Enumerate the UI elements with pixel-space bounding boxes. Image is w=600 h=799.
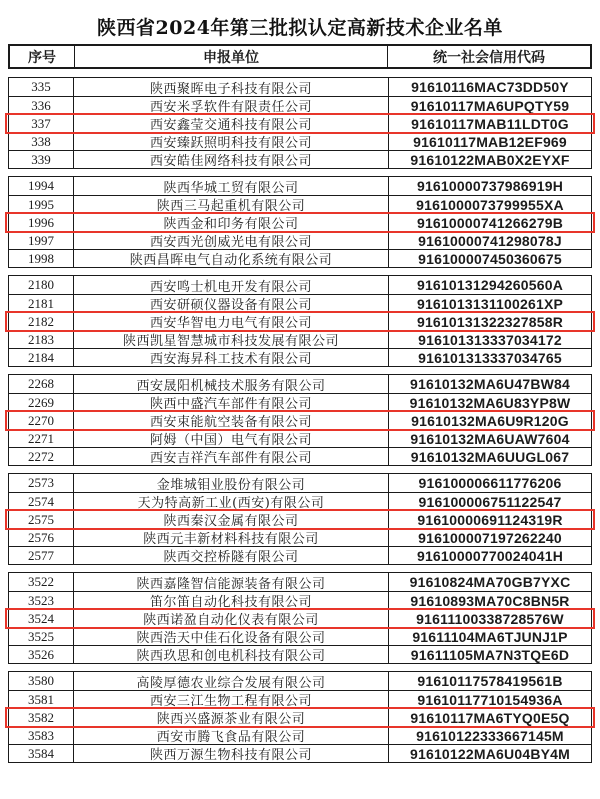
- table-group: [8, 275, 592, 367]
- table-row-highlighted: [9, 114, 591, 132]
- serial-number-cell: 3522: [28, 574, 54, 589]
- table-group: [8, 671, 592, 763]
- table-row: [9, 627, 591, 645]
- table-row: [9, 276, 591, 294]
- table-row: [9, 195, 591, 213]
- serial-number-cell: 1997: [28, 232, 54, 248]
- company-name-cell: 陕西兴盛源茶业有限公司: [73, 709, 389, 726]
- table-row: [9, 348, 591, 366]
- credit-code-cell: 91610116MAC73DD50Y: [411, 79, 569, 95]
- company-name-cell: 陕西交控桥隧有限公司: [73, 547, 389, 564]
- credit-code-cell: 916101313337034765: [418, 349, 562, 366]
- company-name-cell: 西安市腾飞食品有限公司: [73, 727, 389, 744]
- table-row: [9, 294, 591, 312]
- table-row-highlighted: [9, 609, 591, 627]
- table-group: [8, 374, 592, 466]
- company-name-cell: 西安束能航空装备有限公司: [73, 412, 389, 429]
- serial-number-cell: 2575: [28, 511, 54, 527]
- serial-number-cell: 2573: [28, 475, 54, 490]
- table-group: [8, 473, 592, 565]
- table-row: [9, 249, 591, 267]
- company-name-cell: 西安鑫莹交通科技有限公司: [73, 115, 389, 132]
- serial-number-cell: 2181: [28, 295, 54, 311]
- serial-number-cell: 339: [31, 151, 51, 167]
- serial-number-cell: 2574: [28, 493, 54, 509]
- company-name-cell: 西安臻跃照明科技有限公司: [73, 133, 389, 150]
- serial-number-cell: 3523: [28, 592, 54, 608]
- table-row: [9, 330, 591, 348]
- table-row: [9, 690, 591, 708]
- credit-code-cell: 91610131322327858R: [416, 313, 564, 330]
- company-name-cell: 陕西万源生物科技有限公司: [73, 745, 389, 762]
- credit-code-cell: 9161013131100261XP: [416, 295, 564, 312]
- company-name-cell: 陕西华城工贸有限公司: [73, 177, 389, 195]
- credit-code-cell: 916100006611776206: [418, 475, 562, 491]
- credit-code-cell: 91610000737986919H: [416, 178, 564, 194]
- table-row: [9, 492, 591, 510]
- table-group: [8, 176, 592, 268]
- serial-number-cell: 3582: [28, 709, 54, 725]
- credit-code-cell: 91610122MA6U04BY4M: [409, 745, 571, 762]
- table-row: [9, 78, 591, 96]
- table-row: [9, 474, 591, 492]
- credit-code-cell: 91610117MA6UPQTY59: [410, 97, 570, 114]
- column-header-credit-code: 统一社会信用代码: [433, 49, 545, 66]
- table-row: [9, 672, 591, 690]
- serial-number-cell: 336: [31, 97, 51, 113]
- company-name-cell: 西安西光创威光电有限公司: [73, 232, 389, 249]
- credit-code-cell: 91610117MAB11LDT0G: [411, 115, 569, 132]
- credit-code-cell: 91610132MA6U9R120G: [411, 412, 569, 429]
- company-name-cell: 高陵厚德农业综合发展有限公司: [73, 672, 389, 690]
- credit-code-cell: 91610000741266279B: [416, 214, 564, 231]
- serial-number-cell: 3525: [28, 628, 54, 644]
- company-name-cell: 陕西中盛汽车部件有限公司: [73, 394, 389, 411]
- company-name-cell: 陕西秦汉金属有限公司: [73, 511, 389, 528]
- table-row-highlighted: [9, 411, 591, 429]
- credit-code-cell: 916101313337034172: [418, 331, 562, 348]
- serial-number-cell: 2270: [28, 412, 54, 428]
- table-row-highlighted: [9, 213, 591, 231]
- company-name-cell: 西安海昇科工技术有限公司: [73, 349, 389, 366]
- credit-code-cell: 916100007450360675: [418, 250, 562, 267]
- serial-number-cell: 1994: [28, 178, 54, 193]
- serial-number-cell: 1996: [28, 214, 54, 230]
- serial-number-cell: 2268: [28, 376, 54, 391]
- table-group: [8, 572, 592, 664]
- company-name-cell: 陕西浩天中佳石化设备有限公司: [73, 628, 389, 645]
- table-header-row: [8, 44, 592, 69]
- company-name-cell: 陕西诺盈自动化仪表有限公司: [73, 610, 389, 627]
- company-name-cell: 西安吉祥汽车部件有限公司: [73, 448, 389, 465]
- company-name-cell: 陕西凯星智慧城市科技发展有限公司: [73, 331, 389, 348]
- credit-code-cell: 91611105MA7N3TQE6D: [410, 646, 570, 663]
- company-name-cell: 西安华智电力电气有限公司: [73, 313, 389, 330]
- serial-number-cell: 3583: [28, 727, 54, 743]
- serial-number-cell: 2272: [28, 448, 54, 464]
- table-body: [0, 77, 600, 763]
- table-row-highlighted: [9, 510, 591, 528]
- table-row: [9, 645, 591, 663]
- company-name-cell: 陕西昌晖电气自动化系统有限公司: [73, 250, 389, 267]
- serial-number-cell: 3524: [28, 610, 54, 626]
- company-name-cell: 西安晟阳机械技术服务有限公司: [73, 375, 389, 393]
- credit-code-cell: 91611100338728576W: [416, 610, 564, 627]
- serial-number-cell: 2183: [28, 331, 54, 347]
- company-name-cell: 金堆城钼业股份有限公司: [73, 474, 389, 492]
- credit-code-cell: 91610000741298078J: [418, 232, 562, 249]
- company-name-cell: 西安皓佳网络科技有限公司: [73, 151, 389, 168]
- company-name-cell: 阿姆（中国）电气有限公司: [73, 430, 389, 447]
- credit-code-cell: 91610132MA6U47BW84: [409, 376, 571, 392]
- table-row: [9, 447, 591, 465]
- serial-number-cell: 335: [31, 79, 51, 94]
- column-header-applicant-unit: 申报单位: [74, 46, 388, 67]
- credit-code-cell: 91610000691124319R: [417, 511, 563, 528]
- credit-code-cell: 91610117MAB12EF969: [413, 133, 567, 150]
- company-name-cell: 陕西玖思和创电机科技有限公司: [73, 646, 389, 663]
- credit-code-cell: 91610893MA70C8BN5R: [410, 592, 570, 609]
- table-row-highlighted: [9, 312, 591, 330]
- table-row: [9, 375, 591, 393]
- table-row: [9, 150, 591, 168]
- table-row: [9, 744, 591, 762]
- serial-number-cell: 1998: [28, 250, 54, 266]
- table-row: [9, 96, 591, 114]
- table-row: [9, 132, 591, 150]
- table-row: [9, 726, 591, 744]
- table-row: [9, 573, 591, 591]
- credit-code-cell: 91610132MA6U83YP8W: [409, 394, 571, 411]
- table-row: [9, 231, 591, 249]
- credit-code-cell: 91610000770024041H: [416, 547, 564, 564]
- table-row: [9, 528, 591, 546]
- serial-number-cell: 2180: [28, 277, 54, 292]
- credit-code-cell: 916100006751122547: [418, 493, 562, 510]
- company-name-cell: 西安研硕仪器设备有限公司: [73, 295, 389, 312]
- serial-number-cell: 2271: [28, 430, 54, 446]
- company-name-cell: 笛尔笛自动化科技有限公司: [73, 592, 389, 609]
- table-row: [9, 546, 591, 564]
- credit-code-cell: 91610824MA70GB7YXC: [409, 574, 571, 590]
- company-name-cell: 陕西三马起重机有限公司: [73, 196, 389, 213]
- serial-number-cell: 2577: [28, 547, 54, 563]
- table-row: [9, 591, 591, 609]
- table-row: [9, 177, 591, 195]
- table-row-highlighted: [9, 708, 591, 726]
- serial-number-cell: 337: [31, 115, 51, 131]
- company-name-cell: 陕西元丰新材料科技有限公司: [73, 529, 389, 546]
- company-name-cell: 西安三江生物工程有限公司: [73, 691, 389, 708]
- credit-code-cell: 91610117578419561B: [417, 673, 563, 689]
- serial-number-cell: 2576: [28, 529, 54, 545]
- credit-code-cell: 916100007197262240: [418, 529, 562, 546]
- credit-code-cell: 91610132MA6UUGL067: [410, 448, 570, 465]
- credit-code-cell: 91610117710154936A: [417, 691, 563, 708]
- serial-number-cell: 3580: [28, 673, 54, 688]
- company-name-cell: 陕西金和印务有限公司: [73, 214, 389, 231]
- serial-number-cell: 3581: [28, 691, 54, 707]
- credit-code-cell: 91610122MAB0X2EYXF: [410, 151, 570, 168]
- serial-number-cell: 2184: [28, 349, 54, 365]
- credit-code-cell: 91610131294260560A: [416, 277, 564, 293]
- table-row: [9, 429, 591, 447]
- page-title: 陕西省2024年第三批拟认定高新技术企业名单: [97, 17, 503, 39]
- table-row: [9, 393, 591, 411]
- serial-number-cell: 3584: [28, 745, 54, 761]
- credit-code-cell: 91610122333667145M: [416, 727, 564, 744]
- company-name-cell: 西安米孚软件有限责任公司: [73, 97, 389, 114]
- company-name-cell: 陕西嘉隆智信能源装备有限公司: [73, 573, 389, 591]
- serial-number-cell: 338: [31, 133, 51, 149]
- serial-number-cell: 1995: [28, 196, 54, 212]
- table-group: [8, 77, 592, 169]
- serial-number-cell: 2269: [28, 394, 54, 410]
- company-name-cell: 天为特高新工业(西安)有限公司: [73, 493, 389, 510]
- credit-code-cell: 91610117MA6TYQ0E5Q: [410, 709, 570, 726]
- company-name-cell: 西安鸣士机电开发有限公司: [73, 276, 389, 294]
- credit-code-cell: 91610132MA6UAW7604: [410, 430, 570, 447]
- credit-code-cell: 91611104MA6TJUNJ1P: [412, 628, 568, 645]
- serial-number-cell: 3526: [28, 646, 54, 662]
- serial-number-cell: 2182: [28, 313, 54, 329]
- column-header-serial-number: 序号: [28, 49, 56, 66]
- credit-code-cell: 9161000073799955XA: [416, 196, 564, 213]
- company-name-cell: 陕西聚晖电子科技有限公司: [73, 78, 389, 96]
